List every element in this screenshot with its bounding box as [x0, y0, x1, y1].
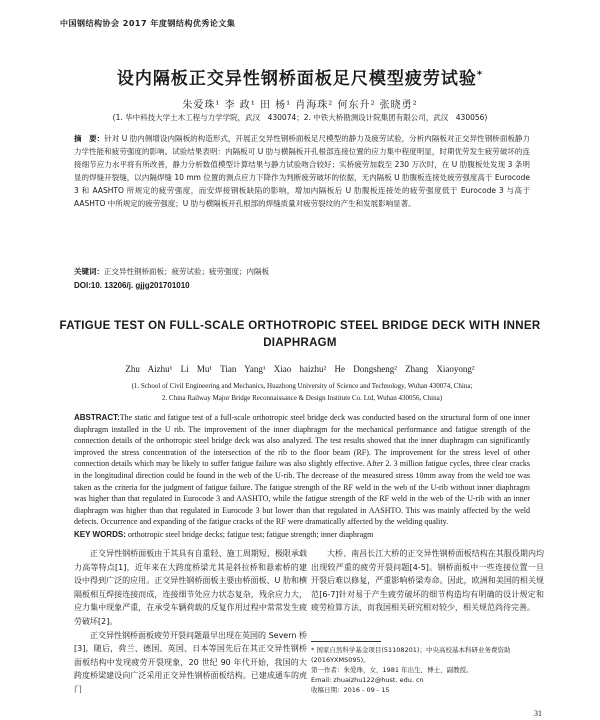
footnote-author: 第一作者：朱爱珠，女，1981 年出生，博士，副教授。	[311, 666, 473, 674]
english-affiliation-line: 2. China Railway Major Bridge Reconnaissance & Design Institute Co. Ltd, Wuhan 430056, China)	[161, 394, 443, 402]
doi: DOI:10. 13206/j. gjjg201701010	[74, 281, 190, 290]
footnote-received-date: 收稿日期：2016 - 09 - 15	[311, 686, 390, 694]
chinese-affiliation: (1. 华中科技大学土木工程与力学学院，武汉 430074；2. 中铁大桥勘测设计院集团有限公司，武汉 430056)	[112, 113, 488, 122]
footnotes	[311, 645, 541, 695]
chinese-abstract-text: 针对 U 肋内侧增设内隔板的构造形式，开展正交异性钢桥面板足尺模型的静力及疲劳试验，分析内隔板对正交异性钢桥面板静力力学性能和疲劳强度的影响。试验结果表明：内隔板可 U 肋与横隔板开孔根部连接位置的应力集中程度明显，时期优劳发生疲劳破坏的连接细节应力水平将有所改善，静力分析数值模型计算结果与静力试验吻合较好；实桥疲劳加载至 230 万次时，在 U 肋腹板处发现 3 条明显的焊缝开裂缝，以内隔焊缝 10 mm 位置的测点应力下降作为判断疲劳破坏的依据，无内隔板 U 肋腹板连接处疲劳强度高于 Eurocode 3 和 AASHTO 所规定的疲劳强度，而安焊接钢板缺陷的影响，增加内隔板后 U 肋腹板连接处的疲劳强度低于 Eurocode 3 与高于 AASHTO 中所规定的疲劳强度；U 肋与横隔板开孔根部的焊缝质量对疲劳裂纹的产生和发展影响显著。	[74, 134, 530, 208]
chinese-title	[40, 64, 560, 89]
footnote-funding: * 国家自然科学基金项目(51108201)；中央高校基本科研业务费资助(2016YXMS095)。	[311, 646, 511, 664]
body-paragraph: 大桥、南昌长江大桥的正交异性钢桥面板结构在其服役期内均出现较严重的疲劳开裂问题[4-5]。钢桥面板中一些连接位置一旦开裂后难以修复，严重影响桥梁寿命。因此，欧洲和美国的相关规范[6-7]针对易于产生疲劳破坏的细节构造均有明确的设计规定和疲劳检算方法，而我国相关研究相对较少，相关规范尚待完善。	[311, 549, 544, 613]
footnote-email: Email: zhuaizhu122@hust. edu. cn	[311, 676, 424, 684]
body-column-left	[74, 547, 307, 697]
chinese-keywords-text: 正交异性钢桥面板；疲劳试验；疲劳强度；内隔板	[104, 267, 269, 276]
chinese-abstract	[74, 132, 530, 210]
english-keywords-text: orthotropic steel bridge decks; fatigue test; fatigue strength; inner diaphragm	[127, 530, 374, 539]
english-abstract-text: The static and fatigue test of a full-scale orthotropic steel bridge deck was conducted based on the structural form of one inner diaphragm installed in the U rib. The improvement of the inner diaphragm for the mechanical performance and fatigue strength of the connection details of the orthotropic steel bridge deck was also analyzed. The test results showed that the inner diaphragm can significantly improved the stress concentration of the intersection of the rib to the floor beam (RF). The improvement for the stress level of other connection details which may be likely to suffer fatigue failure was also slightly effective. After 2. 3 million fatigue cycles, three clear cracks in the longitudinal direction could be found in the web of the U-rib. The decrease of the measured stress 10mm away from the weld toe was taken as the criteria for the judgment of fatigue failure. The fatigue strength of the RF weld in the web of the U-rib without inner diaphragm was higher than that regulated in Eurocode 3 and AASHTO, while the fatigue strength of the RF weld in the web of the U-rib with an inner diaphragm was higher than that regulated in Eurocode 3 but lower than that regulated in AASHTO. This was mainly affected by the weld defects. Occurrence and expanding of the fatigue cracks of the RF were dramatically affected by the welding quality.	[74, 413, 530, 527]
body-paragraph: 正交异性钢桥面板由于其具有自重轻、施工周期短、极限承载力高等特点[1]，近年来在大跨度桥梁尤其是斜拉桥和悬索桥的建设中得到广泛的应用。正交异性钢桥面板主要由桥面板、U 肋和横隔板相互焊接连接而成，连接细节处应力状态复杂，残余应力大，应力集中现象严重，在承受车辆荷载的反复作用过程中常常发生疲劳破坏[2]。	[74, 549, 307, 626]
title-footnote-mark: *	[476, 69, 484, 81]
english-title: FATIGUE TEST ON FULL-SCALE ORTHOTROPIC STEEL BRIDGE DECK WITH INNER DIAPHRAGM	[59, 320, 541, 349]
english-abstract	[74, 412, 530, 528]
body-paragraph: 正交异性钢桥面板疲劳开裂问题最早出现在英国的 Severn 桥[3]，随后，荷兰、德国、英国、日本等国先后在其正交异性钢桥面板结构中发现疲劳开裂现象，20 世纪 90 年代开始，我国的大跨度桥梁建设向广泛采用正交异性钢桥面板结构。已建成通车的虎门	[74, 630, 307, 694]
chinese-keywords	[74, 266, 530, 278]
chinese-authors: 朱爱珠¹ 李 政¹ 田 杨¹ 肖海珠² 何东升² 张晓勇²	[182, 100, 418, 111]
english-affiliations	[74, 380, 530, 404]
chinese-title-text: 设内隔板正交异性钢桥面板足尺模型疲劳试验	[116, 69, 477, 89]
english-affiliation-line: (1. School of Civil Engineering and Mechanics, Huazhong University of Science and Technology, Wuhan 430074, China;	[131, 382, 473, 390]
english-authors: Zhu Aizhu¹ Li Mu¹ Tian Yang¹ Xiao haizhu² He Dongsheng² Zhang Xiaoyong²	[125, 364, 475, 374]
footnote-divider	[311, 641, 381, 642]
english-keywords	[74, 530, 530, 539]
chinese-keywords-label: 关键词：	[74, 267, 104, 276]
chinese-abstract-label: 摘 要：	[74, 134, 105, 143]
english-abstract-label: ABSTRACT:	[74, 413, 120, 422]
running-header: 中国钢结构协会 2017 年度钢结构优秀论文集	[60, 19, 236, 28]
page-number: 31	[534, 709, 542, 718]
body-column-right	[311, 547, 544, 615]
english-keywords-label: KEY WORDS:	[74, 530, 126, 539]
